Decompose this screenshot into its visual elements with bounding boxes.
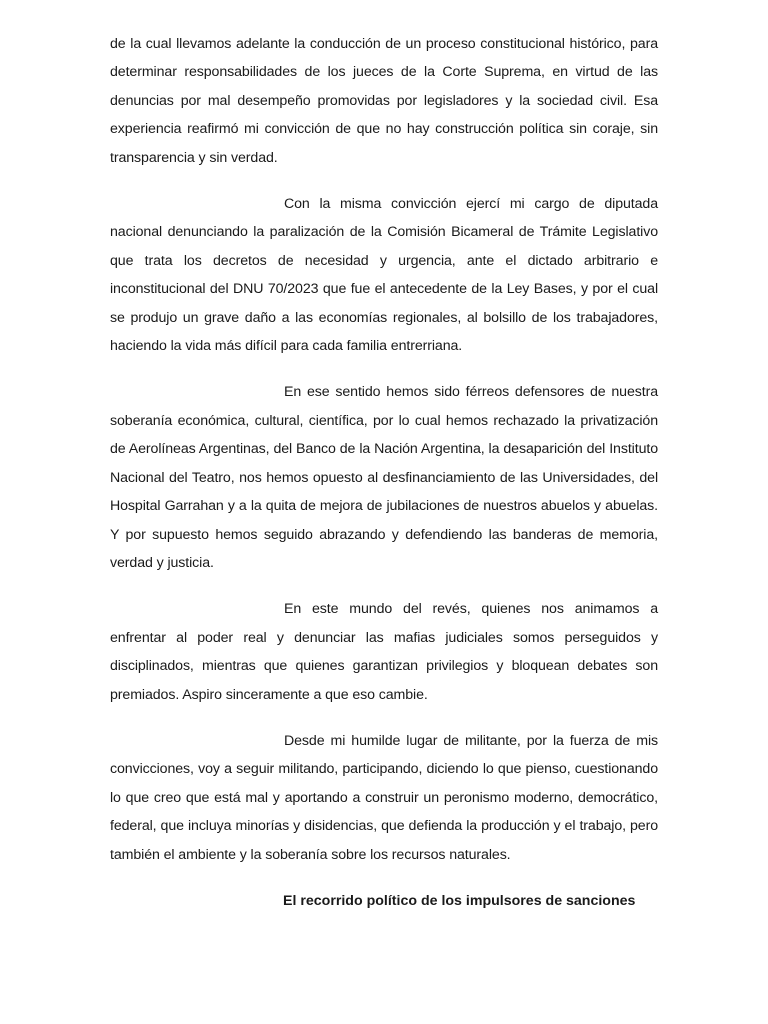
paragraph-diputada-nacional: Con la misma convicción ejercí mi cargo de diputada nacional denunciando la paralización de la Comisión Bicameral de Trámite Legislativo que trata los decretos de necesidad y urgencia, ante el dictado arbitrario e inconstitucional del DNU 70/2023 que fue el antecedente de la Ley Bases, y por el cual se produjo un grave daño a las economías regionales, al bolsillo de los trabajadores, haciendo la vida más difícil para cada familia entrerriana. (110, 196, 658, 355)
paragraph-militante: Desde mi humilde lugar de militante, por la fuerza de mis convicciones, voy a seguir militando, participando, diciendo lo que pienso, cuestionando lo que creo que está mal y aportando a construir un peronismo moderno, democrático, federal, que incluya minorías y disidencias, que defienda la producción y el trabajo, pero también el ambiente y la soberanía sobre los recursos naturales. (110, 732, 658, 863)
paragraph-mundo-del-reves: En este mundo del revés, quienes nos animamos a enfrentar al poder real y denunciar las mafias judiciales somos perseguidos y disciplinados, mientras que quienes garantizan privilegios y bloquean debates son premiados. Aspiro sinceramente a que eso cambie. (110, 601, 658, 703)
paragraph-soberania: En ese sentido hemos sido férreos defensores de nuestra soberanía económica, cultural, científica, por lo cual hemos rechazado la privatización de Aerolíneas Argentinas, del Banco de la Nación Argentina, la desaparición del Instituto Nacional del Teatro, nos hemos opuesto al desfinanciamiento de las Universidades, del Hospital Garrahan y a la quita de mejora de jubilaciones de nuestros abuelos y abuelas. Y por supuesto hemos seguido abrazando y defendiendo las banderas de memoria, verdad y justicia. (110, 384, 658, 571)
section-heading: El recorrido político de los impulsores de sanciones (283, 892, 636, 909)
paragraph-proceso-constitucional: de la cual llevamos adelante la conducción de un proceso constitucional histórico, para determinar responsabilidades de los jueces de la Corte Suprema, en virtud de las denuncias por mal desempeño promovidas por legisladores y la sociedad civil. Esa experiencia reafirmó mi convicción de que no hay construcción política sin coraje, sin transparencia y sin verdad. (110, 36, 658, 166)
document-page (110, 30, 658, 915)
